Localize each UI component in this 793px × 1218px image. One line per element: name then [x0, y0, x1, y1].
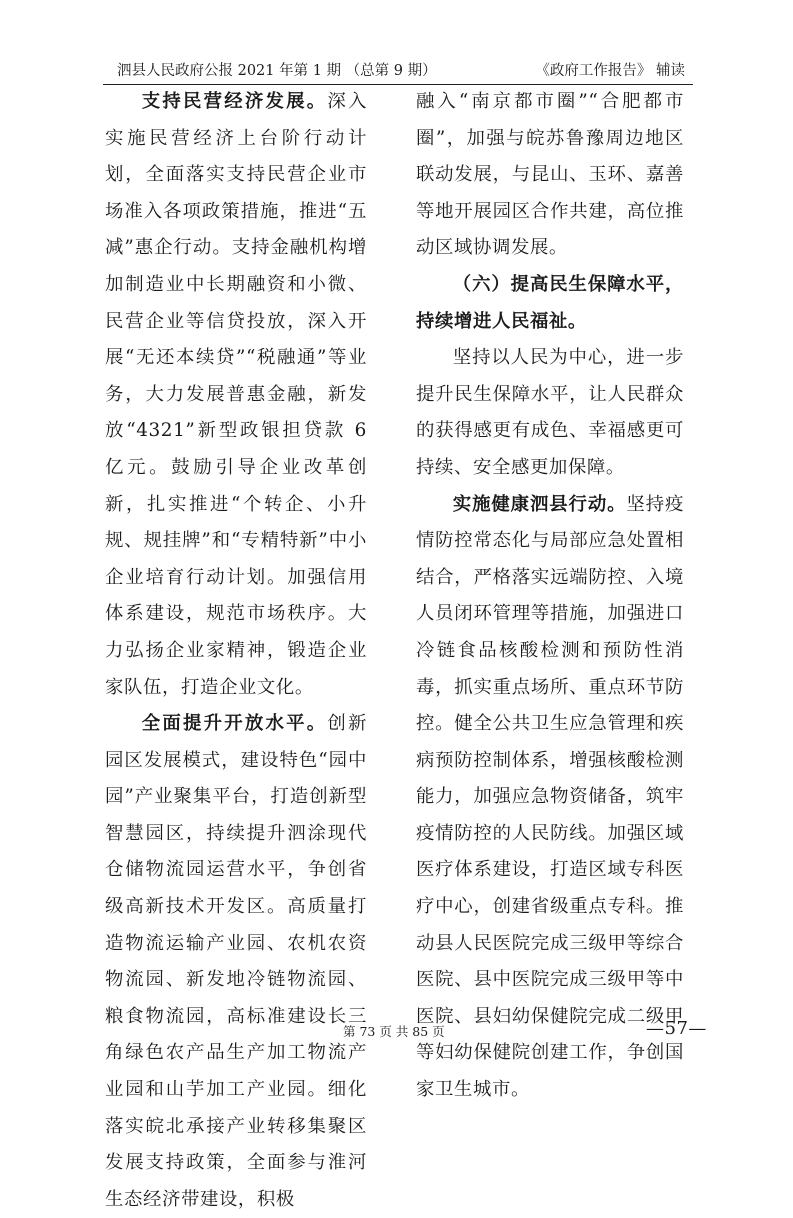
- paragraph-text: 坚持疫情防控常态化与局部应急处置相结合，严格落实远端防控、入境人员闭环管理等措施，加强进口冷链食品核酸检测和预防性消毒，抓实重点场所、重点环节防控。健全公共卫生应急管理和疾病预防控制体系，增强核酸检测能力，加强应急物资储备，筑牢疫情防控的人民防线。加强区域医疗体系建设，打造区域专科医疗中心，创建省级重点专科。推动县人民医院完成三级甲等综合医院、县中医院完成三级甲等中医院、县妇幼保健院完成二级甲等妇幼保健院创建工作，争创国家卫生城市。: [416, 493, 684, 1101]
- paragraph: 坚持以人民为中心，进一步提升民生保障水平，让人民群众的获得感更有成色、幸福感更可持续、安全感更加保障。: [416, 347, 684, 478]
- section-title: （六）提高民生保障水平，持续增进人民福祉。: [416, 273, 684, 332]
- page-number: —57—: [646, 1018, 707, 1039]
- header-section: 《政府工作报告》 辅读: [535, 63, 685, 79]
- paragraph-heading: 实施健康泗县行动。: [452, 493, 627, 515]
- page-header: [103, 60, 693, 85]
- paragraph: [105, 706, 367, 1218]
- header-publication: 泗县人民政府公报 2021 年第 1 期 （总第 9 期）: [117, 63, 437, 79]
- paragraph: [416, 487, 684, 1109]
- left-column: [105, 84, 367, 1218]
- paragraph-text: 深入实施民营经济上台阶行动计划，全面落实支持民营企业市场准入各项政策措施，推进“五减”惠企行动。支持金融机构增加制造业中长期融资和小微、民营企业等信贷投放，深入开展“无还本续贷”“税融通”等业务，大力发展普惠金融，新发放“4321”新型政银担贷款 6 亿元。鼓励引导企业改革创新，扎实推进“个转企、小升规、规挂牌”和“专精特新”中小企业培育行动计划。加强信用体系建设，规范市场秩序。大力弘扬企业家精神，锻造企业家队伍，打造企业文化。: [105, 91, 368, 698]
- paragraph-heading: 全面提升开放水平。: [141, 713, 328, 735]
- paragraph: 融入“南京都市圈”“合肥都市圈”，加强与皖苏鲁豫周边地区联动发展，与昆山、玉环、嘉善等地开展园区合作共建，高位推动区域协调发展。: [416, 91, 684, 259]
- paragraph-text: 创新园区发展模式，建设特色“园中园”产业聚集平台，打造创新型智慧园区，持续提升泗涂现代仓储物流园运营水平，争创省级高新技术开发区。高质量打造物流运输产业园、农机农资物流园、新发地冷链物流园、粮食物流园，高标准建设长三角绿色农产品生产加工物流产业园和山芋加工产业园。细化落实皖北承接产业转移集聚区发展支持政策，全面参与淮河生态经济带建设，积极: [105, 713, 368, 1210]
- right-column: [416, 84, 684, 1109]
- paragraph-heading: 支持民营经济发展。: [141, 91, 328, 112]
- paragraph: [105, 84, 367, 706]
- page-info: 第 73 页 共 85 页: [343, 1024, 445, 1039]
